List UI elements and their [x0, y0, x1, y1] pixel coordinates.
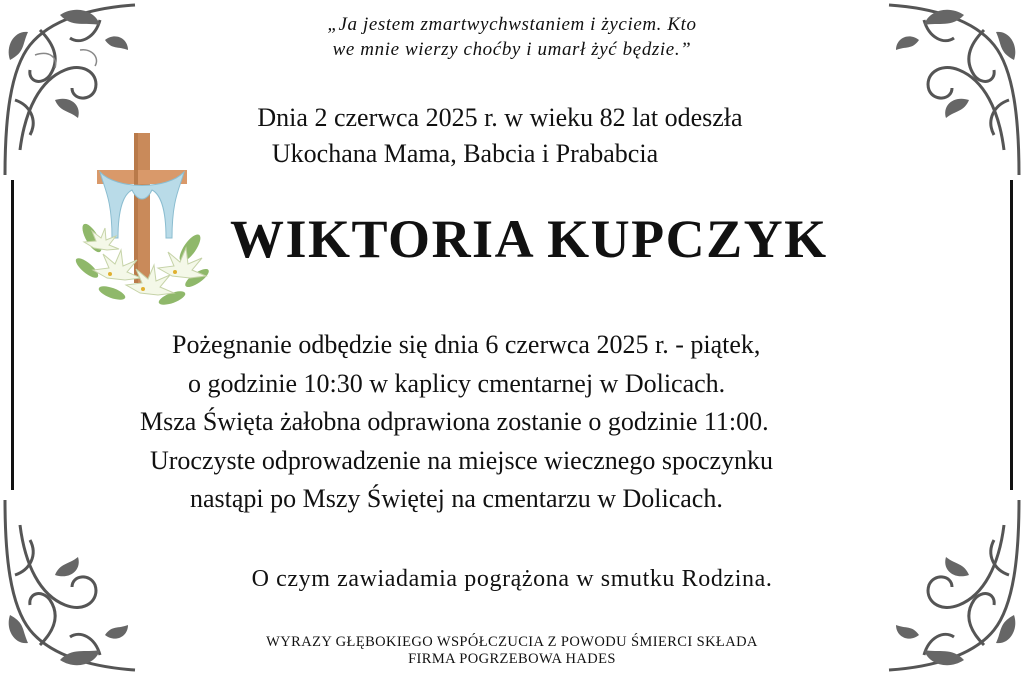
left-border-line — [11, 180, 14, 490]
details-line-3: Msza Święta żałobna odprawiona zostanie o godzinie 11:00. — [140, 407, 769, 436]
details-line-1: Pożegnanie odbędzie się dnia 6 czerwca 2025 r. - piątek, — [172, 330, 761, 359]
announcement-line-1: Dnia 2 czerwca 2025 r. w wieku 82 lat odeszła — [257, 103, 743, 132]
family-closing-line: O czym zawiadamia pogrążona w smutku Rodzina. — [251, 566, 773, 592]
cross-with-lilies-icon — [72, 128, 212, 318]
details-line-4: Uroczyste odprowadzenie na miejsce wiecznego spoczynku — [150, 445, 774, 475]
footer-line-2: FIRMA POGRZEBOWA HADES — [408, 651, 616, 667]
announcement-line-2: Ukochana Mama, Babcia i Prababcia — [271, 139, 659, 168]
right-border-line — [1010, 180, 1013, 490]
details-line-5: nastąpi po Mszy Świętej na cmentarzu w Dolicach. — [190, 484, 723, 513]
condolence-footer — [0, 634, 1024, 668]
quote-line-2: we mnie wierzy choćby i umarł żyć będzie.” — [332, 39, 692, 60]
bible-quote — [0, 12, 1024, 62]
details-line-2: o godzinie 10:30 w kaplicy cmentarnej w Dolicach. — [188, 368, 726, 398]
deceased-name: WIKTORIA KUPCZYK — [230, 209, 828, 269]
funeral-details — [120, 326, 1000, 519]
footer-line-1: WYRAZY GŁĘBOKIEGO WSPÓŁCZUCIA Z POWODU ŚMIERCI SKŁADA — [266, 634, 758, 650]
quote-line-1: „Ja jestem zmartwychwstaniem i życiem. Kto — [327, 14, 697, 35]
death-announcement — [170, 100, 830, 172]
